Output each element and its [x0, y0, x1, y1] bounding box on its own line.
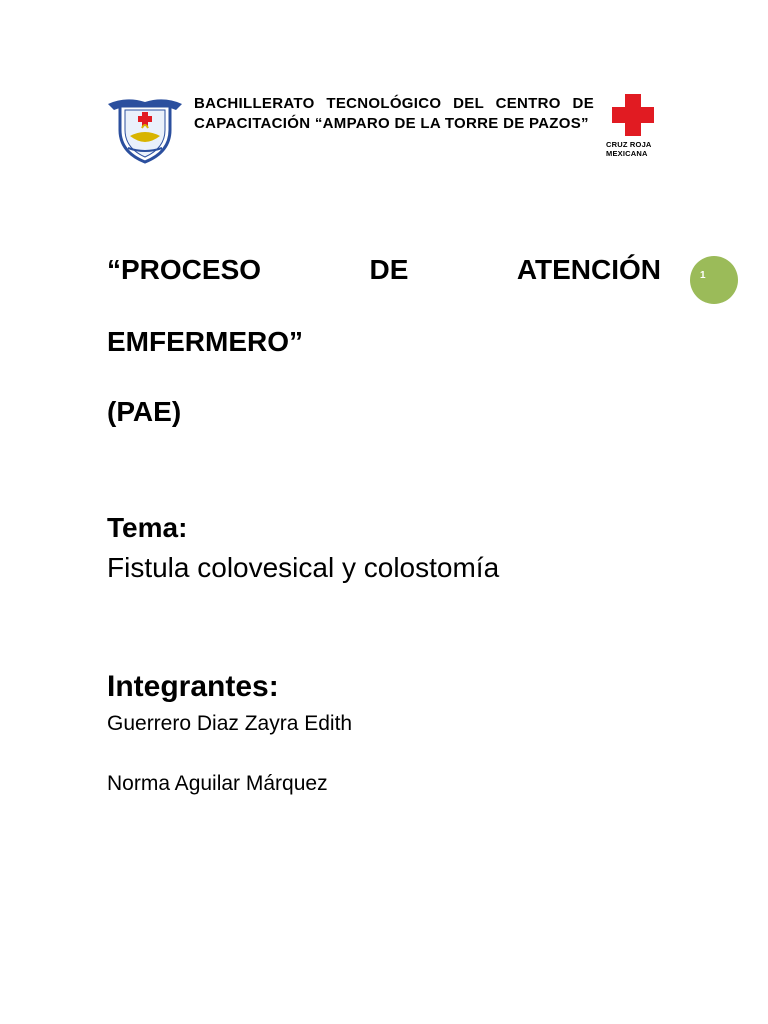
- red-cross-icon: [610, 94, 656, 136]
- cruz-roja-text-line2: MEXICANA: [606, 149, 648, 158]
- integrantes-label: Integrantes:: [107, 670, 279, 703]
- member-name: Guerrero Diaz Zayra Edith: [107, 712, 353, 735]
- document-header: [106, 92, 662, 164]
- cruz-roja-text: [606, 140, 662, 158]
- title-word-de: DE: [369, 254, 409, 285]
- title-line-1: [107, 254, 661, 286]
- cruz-roja-text-line1: CRUZ ROJA: [606, 140, 652, 149]
- school-name: BACHILLERATO TECNOLÓGICO DEL CENTRO DE CAPACITACIÓN “AMPARO DE LA TORRE DE PAZOS”: [194, 95, 594, 132]
- title-word-atencion: ATENCIÓN: [516, 254, 661, 285]
- member-name: Norma Aguilar Márquez: [107, 772, 328, 795]
- tema-value: Fistula colovesical y colostomía: [107, 552, 500, 583]
- page-number: 1: [700, 270, 706, 281]
- title-word-proceso: “PROCESO: [107, 254, 262, 285]
- title-line-2: EMFERMERO”: [107, 326, 303, 357]
- page-number-badge: [690, 256, 738, 304]
- tema-label: Tema:: [107, 512, 188, 543]
- title-line-3: (PAE): [107, 396, 182, 427]
- cruz-roja-logo: [606, 92, 662, 162]
- school-shield-emblem-icon: [106, 92, 184, 164]
